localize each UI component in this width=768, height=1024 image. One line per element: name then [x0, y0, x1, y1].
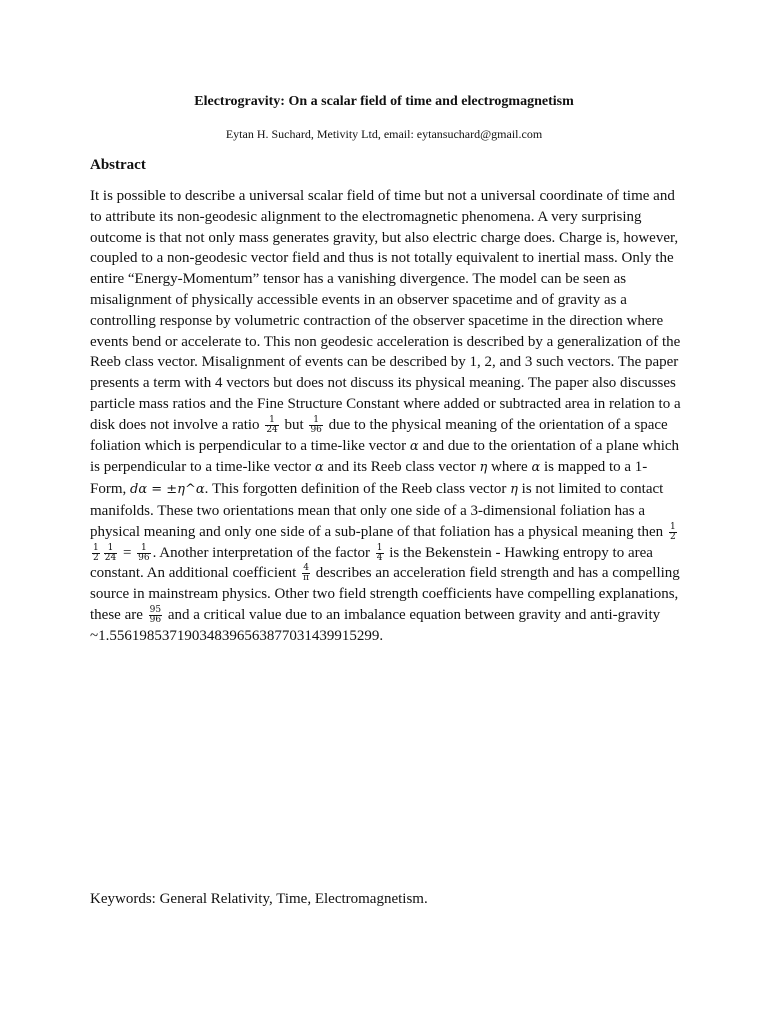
abstract-text: is not limited to contact manifolds. These two orientations mean that only one side of a 3-dimensional foliation has a physical meaning and only one side of a sub-plane of that foliation has a physical meaning then — [90, 481, 664, 540]
fraction-1-2: $\frac{1}{2}$ — [93, 542, 99, 563]
abstract-text: and its Reeb class vector — [327, 459, 476, 476]
abstract-text: where — [491, 459, 528, 476]
abstract-text: describes an acceleration field strength and has a compelling source in mainstream physics. Other two field strength coefficients have compelling explanations, these are — [90, 565, 680, 623]
abstract-text: is mapped to a 1-Form, — [90, 459, 648, 498]
alpha-symbol: α — [409, 438, 419, 454]
abstract-text: . Another interpretation of the factor — [152, 544, 371, 561]
fraction-95-96: $\frac{95}{96}$ — [149, 605, 162, 625]
abstract-text: but — [284, 416, 304, 433]
abstract-text: is the Bekenstein - Hawking entropy to area constant. An additional coefficient — [90, 544, 653, 582]
fraction-1-96: $\frac{1}{96}$ — [310, 414, 322, 435]
alpha-symbol: α — [314, 460, 324, 476]
form-equation: dα = ±η^α — [130, 482, 205, 498]
abstract-body — [90, 186, 682, 647]
abstract-text: It is possible to describe a universal scalar field of time but not a universal coordinate of time and to attribute its non-geodesic alignment to the electromagnetic phenomena. A very surprising outcome is that not only mass generates gravity, but also electric charge does. Charge is, however, coupled to a non-geodesic vector field and thus is not totally equivalent to inertial mass. Only the entire “Energy-Momentum” tensor has a vanishing divergence. The model can be seen as misalignment of physically accessible events in an observer spacetime and of gravity as a controlling response by volumetric contraction of the observer spacetime in the direction where events bend or accelerate to. This non geodesic acceleration is described by a generalization of the Reeb class vector. Misalignment of events can be described by 1, 2, and 3 such vectors. The paper presents a term with 4 vectors but does not discuss its physical meaning. The paper also discusses particle mass ratios and the Fine Structure Constant where added or subtracted area in relation to a disk does not involve a ratio — [90, 188, 681, 433]
alpha-symbol: α — [531, 460, 541, 476]
abstract-text: and a critical value due to an imbalance equation between gravity and anti-gravity ~1.55619853719034839656387703143991529​9. — [90, 606, 661, 644]
keywords: Keywords: General Relativity, Time, Electromagnetism. — [90, 891, 428, 907]
fraction-1-2: $\frac{1}{2}$ — [669, 521, 676, 542]
fraction-1-4: $\frac{1}{4}$ — [376, 542, 383, 563]
paper-title: Electrogravity: On a scalar field of time and electrogmagnetism — [194, 94, 574, 109]
fraction-1-96: $\frac{1}{96}$ — [138, 542, 150, 563]
fraction-1-24: $\frac{1}{24}$ — [104, 542, 117, 563]
author-line: Eytan H. Suchard, Metivity Ltd, email: eytansuchard@gmail.com — [225, 127, 543, 141]
abstract-text: . This forgotten definition of the Reeb class vector — [204, 481, 507, 498]
abstract-text: and due to the orientation of a plane which is perpendicular to a time-like vector — [90, 437, 680, 476]
eta-symbol: η — [479, 460, 488, 476]
abstract-text: due to the physical meaning of the orientation of a space foliation which is perpendicular to a time-like vector — [90, 416, 668, 454]
eta-symbol: η — [510, 482, 518, 498]
equals-sign: = — [122, 544, 132, 561]
abstract-heading: Abstract — [90, 157, 146, 173]
fraction-1-24: $\frac{1}{24}$ — [266, 414, 278, 435]
fraction-4-pi: $\frac{4}{\pi}$ — [303, 563, 310, 584]
